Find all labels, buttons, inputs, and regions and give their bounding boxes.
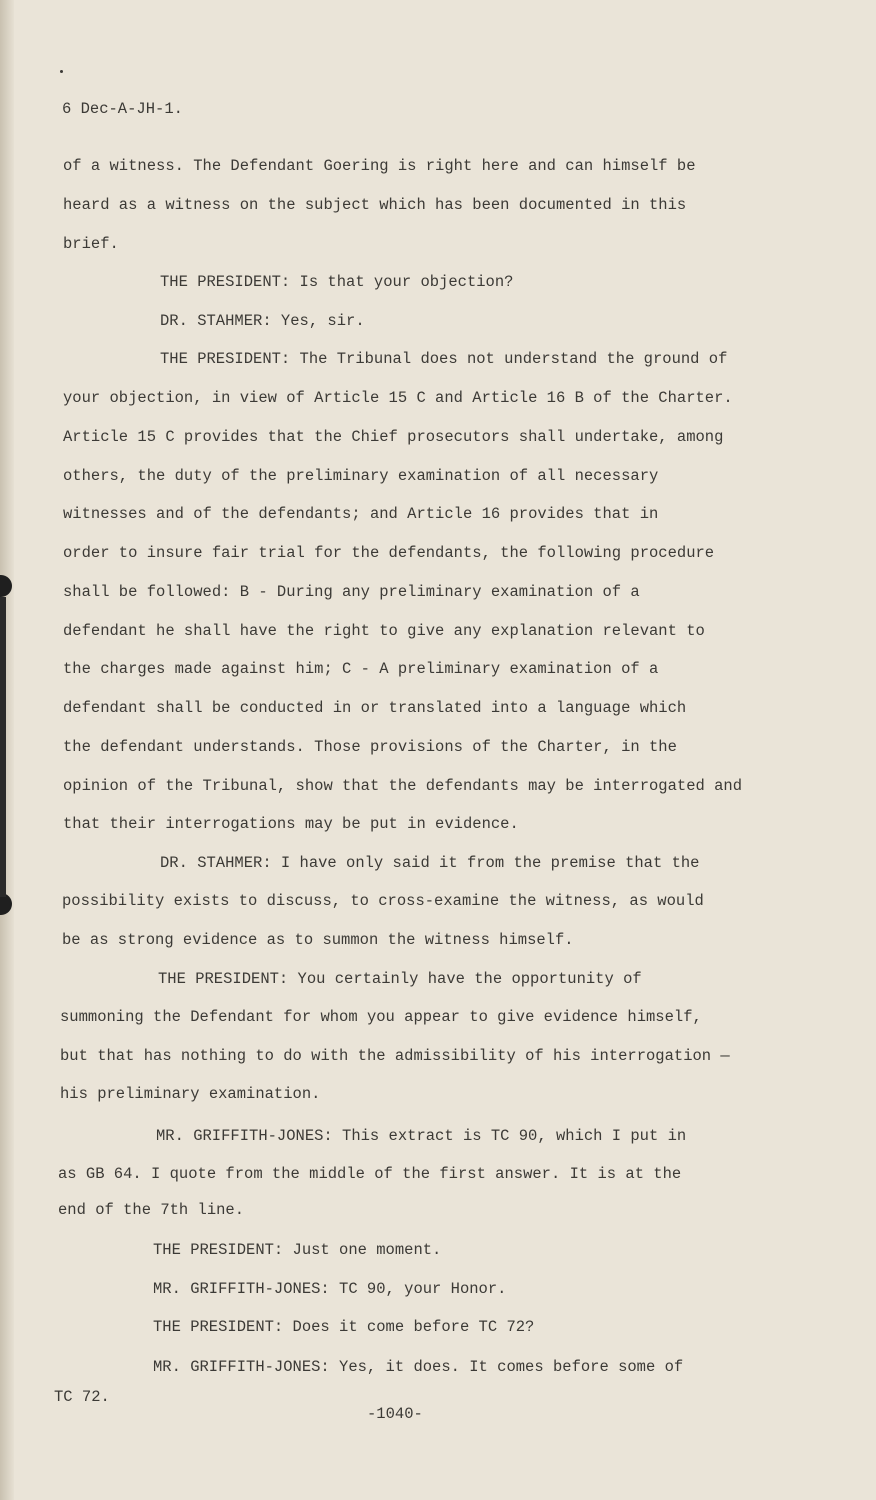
body-line: be as strong evidence as to summon the witness himself.	[62, 931, 574, 949]
body-line: end of the 7th line.	[58, 1201, 245, 1219]
body-line: heard as a witness on the subject which has been documented in this	[63, 196, 687, 214]
body-line: shall be followed: B - During any preliminary examination of a	[63, 583, 640, 601]
body-line: DR. STAHMER: I have only said it from the premise that the	[160, 854, 700, 872]
body-line: THE PRESIDENT: The Tribunal does not understand the ground of	[160, 350, 728, 368]
body-line: his preliminary examination.	[60, 1085, 321, 1103]
body-line: summoning the Defendant for whom you appear to give evidence himself,	[60, 1008, 702, 1026]
body-line: THE PRESIDENT: You certainly have the opportunity of	[158, 970, 642, 988]
body-line: your objection, in view of Article 15 C and Article 16 B of the Charter.	[63, 389, 733, 407]
body-line: witnesses and of the defendants; and Article 16 provides that in	[63, 505, 659, 523]
body-line: defendant shall be conducted in or translated into a language which	[63, 699, 687, 717]
body-line: possibility exists to discuss, to cross-examine the witness, as would	[62, 892, 704, 910]
body-line: of a witness. The Defendant Goering is right here and can himself be	[63, 157, 696, 175]
body-line: THE PRESIDENT: Does it come before TC 72?	[153, 1318, 535, 1336]
body-line: THE PRESIDENT: Is that your objection?	[160, 273, 514, 291]
body-line: as GB 64. I quote from the middle of the first answer. It is at the	[58, 1165, 682, 1183]
body-line: brief.	[63, 235, 119, 253]
body-line: that their interrogations may be put in evidence.	[63, 815, 519, 833]
page-number: -1040-	[367, 1405, 423, 1423]
body-line: Article 15 C provides that the Chief prosecutors shall undertake, among	[63, 428, 724, 446]
body-line: others, the duty of the preliminary examination of all necessary	[63, 467, 659, 485]
body-line: the charges made against him; C - A preliminary examination of a	[63, 660, 659, 678]
document-header: 6 Dec-A-JH-1.	[62, 100, 183, 118]
body-line: but that has nothing to do with the admissibility of his interrogation —	[60, 1047, 730, 1065]
body-line: MR. GRIFFITH-JONES: This extract is TC 90, which I put in	[156, 1127, 687, 1145]
body-line: DR. STAHMER: Yes, sir.	[160, 312, 365, 330]
body-line: order to insure fair trial for the defendants, the following procedure	[63, 544, 715, 562]
body-line: opinion of the Tribunal, show that the defendants may be interrogated and	[63, 777, 743, 795]
body-line: defendant he shall have the right to give any explanation relevant to	[63, 622, 705, 640]
body-line: the defendant understands. Those provisions of the Charter, in the	[63, 738, 677, 756]
footer-reference: TC 72.	[54, 1388, 110, 1406]
body-line: MR. GRIFFITH-JONES: TC 90, your Honor.	[153, 1280, 507, 1298]
body-line: MR. GRIFFITH-JONES: Yes, it does. It comes before some of	[153, 1358, 684, 1376]
body-line: THE PRESIDENT: Just one moment.	[153, 1241, 442, 1259]
